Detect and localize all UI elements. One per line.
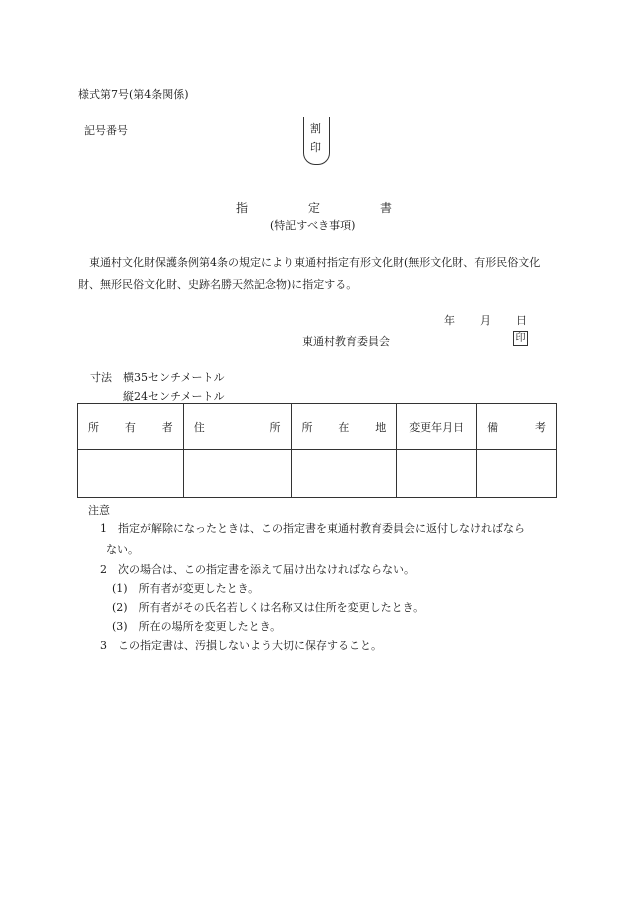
note-2-item-1: (1) 所有者が変更したとき。 — [112, 582, 260, 595]
table-cell — [291, 450, 397, 498]
form-number: 様式第7号(第4条関係) — [78, 88, 189, 101]
note-2-item-3: (3) 所在の場所を変更したとき。 — [112, 620, 282, 633]
issuer-name: 東通村教育委員会 — [302, 335, 390, 348]
date-day: 日 — [516, 314, 527, 327]
header-change-date: 変更年月日 — [397, 404, 477, 450]
split-seal-box — [303, 117, 330, 165]
note-2: 2 次の場合は、この指定書を添えて届け出なければならない。 — [100, 563, 415, 576]
split-seal-bottom-char: 印 — [310, 141, 321, 154]
dimensions-width-value: 横35センチメートル — [123, 371, 225, 384]
header-remarks: 備 考 — [477, 404, 557, 450]
table-cell — [183, 450, 291, 498]
table-cell — [397, 450, 477, 498]
dimensions-label: 寸法 — [90, 371, 112, 384]
owner-change-table — [77, 403, 557, 498]
body-text: 東通村文化財保護条例第4条の規定により東通村指定有形文化財(無形文化財、有形民俗文化財、無形民俗文化財、史跡名勝天然記念物)に指定する。 — [78, 256, 541, 291]
header-owner: 所 有 者 — [78, 404, 184, 450]
title-char-2: 定 — [308, 201, 321, 215]
note-1-line-2: ない。 — [106, 543, 139, 556]
note-1-line-1: 1 指定が解除になったときは、この指定書を東通村教育委員会に返付しなければなら — [100, 522, 525, 535]
table-cell — [78, 450, 184, 498]
split-seal-top-char: 割 — [310, 122, 321, 135]
date-year: 年 — [444, 314, 455, 327]
note-3: 3 この指定書は、汚損しないよう大切に保存すること。 — [100, 639, 382, 652]
header-location: 所 在 地 — [291, 404, 397, 450]
document-subtitle: (特記すべき事項) — [270, 219, 356, 232]
table-row — [78, 450, 557, 498]
notes-title: 注意 — [88, 504, 110, 517]
date-month: 月 — [480, 314, 491, 327]
official-seal-mark: 印 — [513, 331, 528, 346]
title-char-1: 指 — [236, 201, 249, 215]
table-header-row — [78, 404, 557, 450]
title-char-3: 書 — [380, 201, 393, 215]
header-address: 住 所 — [183, 404, 291, 450]
dimensions-height-value: 縦24センチメートル — [123, 390, 225, 403]
note-2-item-2: (2) 所有者がその氏名若しくは名称又は住所を変更したとき。 — [112, 601, 425, 614]
dimensions-width — [90, 369, 225, 385]
table-cell — [477, 450, 557, 498]
serial-number-label: 記号番号 — [84, 124, 128, 137]
body-paragraph — [78, 252, 556, 296]
